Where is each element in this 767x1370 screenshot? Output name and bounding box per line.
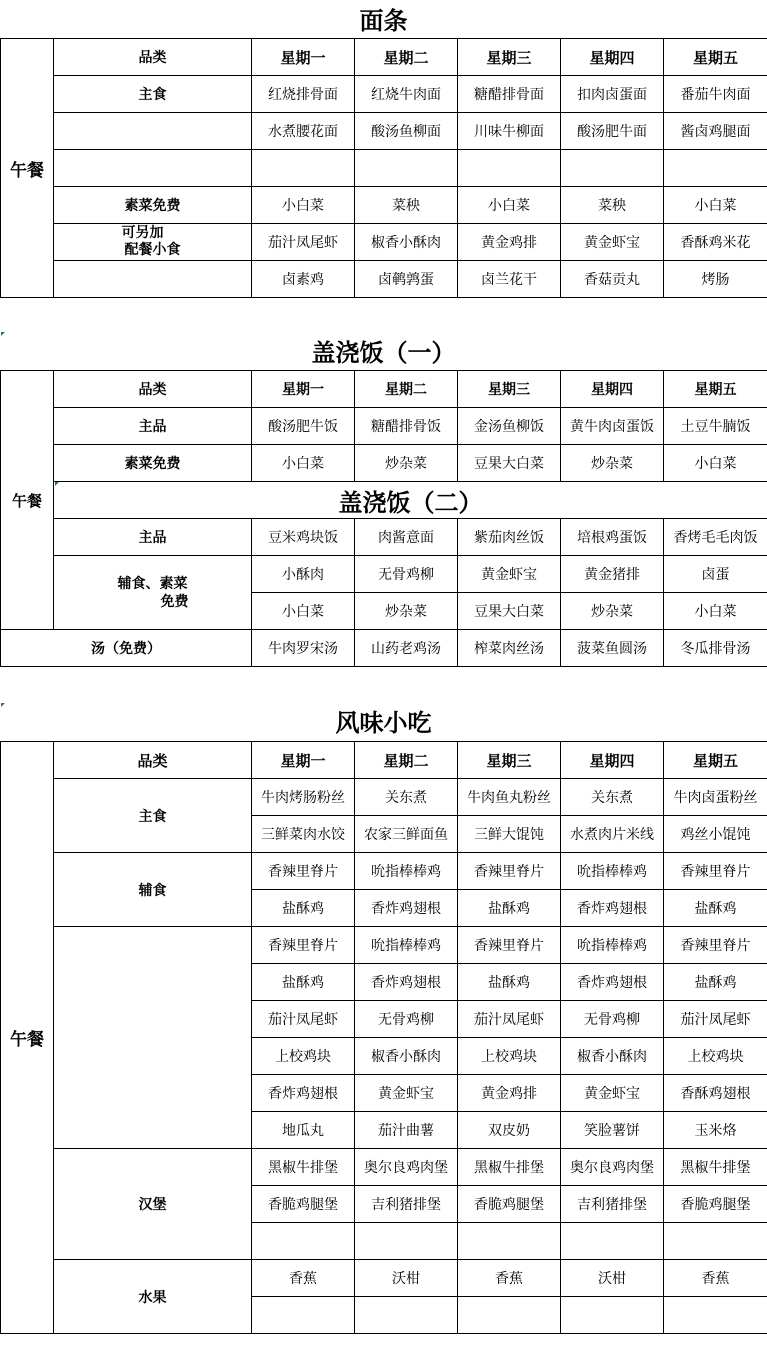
menu-cell: 香脆鸡腿堡 <box>252 1186 355 1223</box>
menu-cell: 香辣里脊片 <box>664 853 767 890</box>
rice-title-1: 盖浇饭（一） <box>311 338 456 367</box>
header-wednesday: 星期三 <box>458 39 561 76</box>
menu-cell: 红烧牛肉面 <box>355 76 458 113</box>
category-cell <box>54 261 252 298</box>
menu-cell <box>355 1223 458 1260</box>
menu-cell: 培根鸡蛋饭 <box>561 519 664 556</box>
menu-cell: 香炸鸡翅根 <box>252 1075 355 1112</box>
table-row <box>1 76 767 113</box>
menu-cell: 酸汤鱼柳面 <box>355 113 458 150</box>
menu-cell: 香脆鸡腿堡 <box>664 1186 767 1223</box>
menu-cell: 沃柑 <box>561 1260 664 1297</box>
menu-cell: 小酥肉 <box>252 556 355 593</box>
header-friday: 星期五 <box>664 39 767 76</box>
header-monday: 星期一 <box>252 742 355 779</box>
menu-cell: 糖醋排骨面 <box>458 76 561 113</box>
cell-marker <box>55 482 59 486</box>
menu-cell: 酸汤肥牛面 <box>561 113 664 150</box>
menu-cell: 炒杂菜 <box>355 593 458 630</box>
menu-cell <box>561 1297 664 1334</box>
menu-cell: 牛肉卤蛋粉丝 <box>664 779 767 816</box>
menu-cell: 香辣里脊片 <box>252 853 355 890</box>
menu-cell: 香酥鸡翅根 <box>664 1075 767 1112</box>
menu-cell: 奥尔良鸡肉堡 <box>561 1149 664 1186</box>
table-row <box>1 853 767 890</box>
category-cell <box>54 927 252 1149</box>
category-cell: 素菜免费 <box>54 187 252 224</box>
menu-cell: 农家三鲜面鱼 <box>355 816 458 853</box>
menu-cell: 小白菜 <box>252 187 355 224</box>
menu-cell: 椒香小酥肉 <box>355 1038 458 1075</box>
menu-cell: 吮指棒棒鸡 <box>561 853 664 890</box>
menu-cell <box>355 1297 458 1334</box>
table-row <box>1 556 767 593</box>
menu-cell <box>458 1297 561 1334</box>
menu-cell: 水煮肉片米线 <box>561 816 664 853</box>
category-line-2: 免费 <box>160 593 189 610</box>
menu-cell: 椒香小酥肉 <box>561 1038 664 1075</box>
menu-cell: 黄金猪排 <box>561 556 664 593</box>
menu-cell: 无骨鸡柳 <box>561 1001 664 1038</box>
menu-cell <box>252 150 355 187</box>
menu-cell: 豆果大白菜 <box>458 445 561 482</box>
menu-cell: 关东煮 <box>561 779 664 816</box>
menu-cell: 黑椒牛排堡 <box>252 1149 355 1186</box>
table-row <box>1 150 767 187</box>
menu-cell: 地瓜丸 <box>252 1112 355 1149</box>
menu-cell: 吉利猪排堡 <box>561 1186 664 1223</box>
category-cell: 汉堡 <box>54 1149 252 1260</box>
menu-cell: 金汤鱼柳饭 <box>458 408 561 445</box>
rice-table <box>0 370 767 667</box>
table-header-row <box>1 39 767 76</box>
header-monday: 星期一 <box>252 39 355 76</box>
menu-cell: 香辣里脊片 <box>252 927 355 964</box>
menu-cell <box>664 150 767 187</box>
menu-cell: 吮指棒棒鸡 <box>561 927 664 964</box>
menu-cell: 三鲜菜肉水饺 <box>252 816 355 853</box>
menu-cell: 卤鹌鹑蛋 <box>355 261 458 298</box>
menu-cell: 双皮奶 <box>458 1112 561 1149</box>
menu-cell: 酱卤鸡腿面 <box>664 113 767 150</box>
category-cell: 主品 <box>54 408 252 445</box>
menu-cell: 盐酥鸡 <box>664 964 767 1001</box>
header-category: 品类 <box>54 742 252 779</box>
lunch-label: 午餐 <box>1 371 54 630</box>
rice-title-2: 盖浇饭（二） <box>54 482 767 519</box>
category-cell <box>54 113 252 150</box>
menu-cell <box>664 1223 767 1260</box>
menu-cell: 笑脸薯饼 <box>561 1112 664 1149</box>
table-row <box>1 779 767 816</box>
menu-cell: 香辣里脊片 <box>458 853 561 890</box>
menu-cell: 牛肉鱼丸粉丝 <box>458 779 561 816</box>
menu-cell: 香菇贡丸 <box>561 261 664 298</box>
menu-cell <box>664 1297 767 1334</box>
snacks-table <box>0 741 767 1334</box>
menu-cell: 盐酥鸡 <box>664 890 767 927</box>
menu-cell: 上校鸡块 <box>458 1038 561 1075</box>
menu-cell: 香蕉 <box>458 1260 561 1297</box>
menu-cell <box>252 1297 355 1334</box>
menu-cell: 烤肠 <box>664 261 767 298</box>
menu-cell: 番茄牛肉面 <box>664 76 767 113</box>
cell-marker <box>1 332 5 336</box>
menu-cell: 山药老鸡汤 <box>355 630 458 667</box>
menu-cell: 牛肉罗宋汤 <box>252 630 355 667</box>
category-cell: 主食 <box>54 779 252 853</box>
menu-cell: 榨菜肉丝汤 <box>458 630 561 667</box>
menu-cell: 香烤毛毛肉饭 <box>664 519 767 556</box>
header-wednesday: 星期三 <box>458 371 561 408</box>
menu-cell: 茄汁凤尾虾 <box>458 1001 561 1038</box>
header-wednesday: 星期三 <box>458 742 561 779</box>
menu-cell <box>458 150 561 187</box>
noodles-title: 面条 <box>359 6 408 35</box>
header-thursday: 星期四 <box>561 371 664 408</box>
category-line-1: 可另加 <box>121 225 164 241</box>
menu-cell: 无骨鸡柳 <box>355 1001 458 1038</box>
table-row <box>1 1149 767 1186</box>
menu-cell: 关东煮 <box>355 779 458 816</box>
menu-cell: 香辣里脊片 <box>664 927 767 964</box>
menu-cell: 黑椒牛排堡 <box>664 1149 767 1186</box>
menu-cell: 菠菜鱼圆汤 <box>561 630 664 667</box>
table-row <box>1 113 767 150</box>
menu-cell: 茄汁曲薯 <box>355 1112 458 1149</box>
lunch-label: 午餐 <box>1 742 54 1334</box>
menu-cell: 上校鸡块 <box>252 1038 355 1075</box>
menu-cell: 小白菜 <box>664 593 767 630</box>
menu-cell: 黄金鸡排 <box>458 224 561 261</box>
menu-cell: 无骨鸡柳 <box>355 556 458 593</box>
menu-cell: 红烧排骨面 <box>252 76 355 113</box>
menu-cell: 吉利猪排堡 <box>355 1186 458 1223</box>
menu-cell: 香炸鸡翅根 <box>355 890 458 927</box>
menu-cell: 吮指棒棒鸡 <box>355 853 458 890</box>
header-monday: 星期一 <box>252 371 355 408</box>
menu-cell: 黄金鸡排 <box>458 1075 561 1112</box>
menu-cell: 吮指棒棒鸡 <box>355 927 458 964</box>
header-category: 品类 <box>54 39 252 76</box>
menu-cell: 沃柑 <box>355 1260 458 1297</box>
menu-cell <box>355 150 458 187</box>
menu-cell: 黑椒牛排堡 <box>458 1149 561 1186</box>
menu-cell: 玉米烙 <box>664 1112 767 1149</box>
category-cell: 水果 <box>54 1260 252 1334</box>
category-cell: 辅食 <box>54 853 252 927</box>
menu-cell: 扣肉卤蛋面 <box>561 76 664 113</box>
menu-cell <box>561 1223 664 1260</box>
category-cell: 汤（免费） <box>1 630 252 667</box>
noodles-table <box>0 38 767 298</box>
menu-cell: 茄汁凤尾虾 <box>664 1001 767 1038</box>
menu-cell: 牛肉烤肠粉丝 <box>252 779 355 816</box>
header-thursday: 星期四 <box>561 742 664 779</box>
category-cell <box>54 224 252 261</box>
menu-cell: 炒杂菜 <box>561 445 664 482</box>
menu-cell: 盐酥鸡 <box>458 890 561 927</box>
menu-cell: 豆米鸡块饭 <box>252 519 355 556</box>
menu-cell: 茄汁凤尾虾 <box>252 224 355 261</box>
menu-cell: 小白菜 <box>664 445 767 482</box>
menu-cell: 香脆鸡腿堡 <box>458 1186 561 1223</box>
menu-cell: 炒杂菜 <box>561 593 664 630</box>
menu-cell: 川味牛柳面 <box>458 113 561 150</box>
menu-cell: 酸汤肥牛饭 <box>252 408 355 445</box>
menu-cell: 水煮腰花面 <box>252 113 355 150</box>
menu-cell: 黄金虾宝 <box>458 556 561 593</box>
category-line-1: 辅食、素菜 <box>117 575 188 592</box>
header-friday: 星期五 <box>664 371 767 408</box>
menu-cell: 紫茄肉丝饭 <box>458 519 561 556</box>
menu-cell: 香蕉 <box>664 1260 767 1297</box>
table-row <box>1 1260 767 1297</box>
header-tuesday: 星期二 <box>355 39 458 76</box>
menu-cell: 椒香小酥肉 <box>355 224 458 261</box>
menu-cell: 香炸鸡翅根 <box>355 964 458 1001</box>
category-cell: 主食 <box>54 76 252 113</box>
menu-cell: 盐酥鸡 <box>252 890 355 927</box>
header-thursday: 星期四 <box>561 39 664 76</box>
subtitle-row <box>1 482 767 519</box>
menu-cell: 小白菜 <box>252 445 355 482</box>
lunch-label: 午餐 <box>1 39 54 298</box>
menu-cell: 菜秧 <box>561 187 664 224</box>
category-line-2: 配餐小食 <box>124 242 181 258</box>
table-row <box>1 445 767 482</box>
menu-cell: 小白菜 <box>664 187 767 224</box>
cell-marker <box>1 703 5 707</box>
menu-cell: 卤蛋 <box>664 556 767 593</box>
menu-cell: 菜秧 <box>355 187 458 224</box>
table-header-row <box>1 371 767 408</box>
category-cell <box>54 150 252 187</box>
table-row <box>1 408 767 445</box>
menu-cell: 香蕉 <box>252 1260 355 1297</box>
menu-cell: 黄金虾宝 <box>561 1075 664 1112</box>
category-cell <box>54 556 252 630</box>
header-tuesday: 星期二 <box>355 371 458 408</box>
menu-cell: 糖醋排骨饭 <box>355 408 458 445</box>
header-category: 品类 <box>54 371 252 408</box>
menu-cell: 奥尔良鸡肉堡 <box>355 1149 458 1186</box>
table-row <box>1 630 767 667</box>
menu-cell: 茄汁凤尾虾 <box>252 1001 355 1038</box>
table-row <box>1 927 767 964</box>
menu-cell: 香炸鸡翅根 <box>561 890 664 927</box>
category-cell: 素菜免费 <box>54 445 252 482</box>
table-row <box>1 261 767 298</box>
menu-cell: 盐酥鸡 <box>252 964 355 1001</box>
header-tuesday: 星期二 <box>355 742 458 779</box>
table-row <box>1 187 767 224</box>
table-row <box>1 519 767 556</box>
menu-cell: 盐酥鸡 <box>458 964 561 1001</box>
table-row <box>1 224 767 261</box>
menu-cell: 香酥鸡米花 <box>664 224 767 261</box>
menu-cell: 香炸鸡翅根 <box>561 964 664 1001</box>
menu-cell: 黄金虾宝 <box>355 1075 458 1112</box>
menu-cell <box>458 1223 561 1260</box>
snacks-title: 风味小吃 <box>335 708 432 737</box>
menu-cell: 卤兰花干 <box>458 261 561 298</box>
menu-cell <box>561 150 664 187</box>
menu-cell <box>252 1223 355 1260</box>
menu-cell: 香辣里脊片 <box>458 927 561 964</box>
menu-cell: 卤素鸡 <box>252 261 355 298</box>
menu-cell: 肉酱意面 <box>355 519 458 556</box>
menu-cell: 上校鸡块 <box>664 1038 767 1075</box>
menu-cell: 豆果大白菜 <box>458 593 561 630</box>
menu-cell: 土豆牛腩饭 <box>664 408 767 445</box>
menu-cell: 三鲜大馄饨 <box>458 816 561 853</box>
menu-cell: 小白菜 <box>252 593 355 630</box>
menu-cell: 炒杂菜 <box>355 445 458 482</box>
menu-cell: 黄金虾宝 <box>561 224 664 261</box>
header-friday: 星期五 <box>664 742 767 779</box>
table-header-row <box>1 742 767 779</box>
menu-cell: 冬瓜排骨汤 <box>664 630 767 667</box>
menu-cell: 黄牛肉卤蛋饭 <box>561 408 664 445</box>
category-cell: 主品 <box>54 519 252 556</box>
menu-cell: 鸡丝小馄饨 <box>664 816 767 853</box>
menu-cell: 小白菜 <box>458 187 561 224</box>
